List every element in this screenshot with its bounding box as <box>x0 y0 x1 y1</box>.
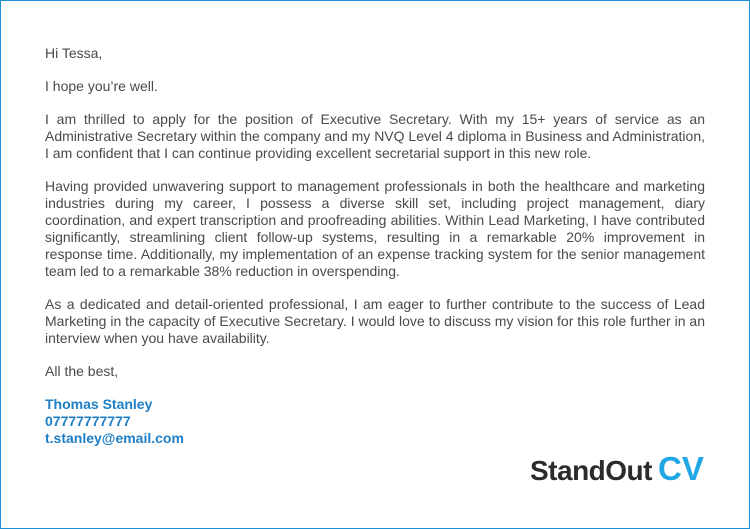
paragraph-intro: I am thrilled to apply for the position of Executive Secretary. With my 15+ years of service as an Administrative Secretary within the company and my NVQ Level 4 diploma in Business and Administration, I am confident that I can continue providing excellent secretarial support in this new role. <box>45 111 705 161</box>
opening-line: I hope you’re well. <box>45 78 158 94</box>
paragraph-experience: Having provided unwavering support to management professionals in both the healthcare and marketing industries during my career, I possess a diverse skill set, including project management, diary coordination, and expert transcription and proofreading abilities. Within Lead Marketing, I have contributed significantly, streamlining client follow-up systems, resulting in a remarkable 20% improvement in response time. Additionally, my implementation of an expense tracking system for the senior management team led to a remarkable 38% reduction in overspending. <box>45 178 705 279</box>
paragraph-closing: As a dedicated and detail-oriented professional, I am eager to further contribute to the success of Lead Marketing in the capacity of Executive Secretary. I would love to discuss my vision for this role further in an interview when you have availability. <box>45 296 705 346</box>
signature-block <box>45 396 705 447</box>
standout-cv-logo <box>530 450 704 486</box>
sign-off: All the best, <box>45 363 119 379</box>
salutation: Hi Tessa, <box>45 45 103 61</box>
signature-phone: 07777777777 <box>45 413 131 429</box>
signature-email: t.stanley@email.com <box>45 430 184 446</box>
logo-wordmark: StandOut <box>530 455 652 486</box>
logo-accent: CV <box>658 450 704 487</box>
signature-name: Thomas Stanley <box>45 396 153 412</box>
cover-letter <box>45 45 705 447</box>
